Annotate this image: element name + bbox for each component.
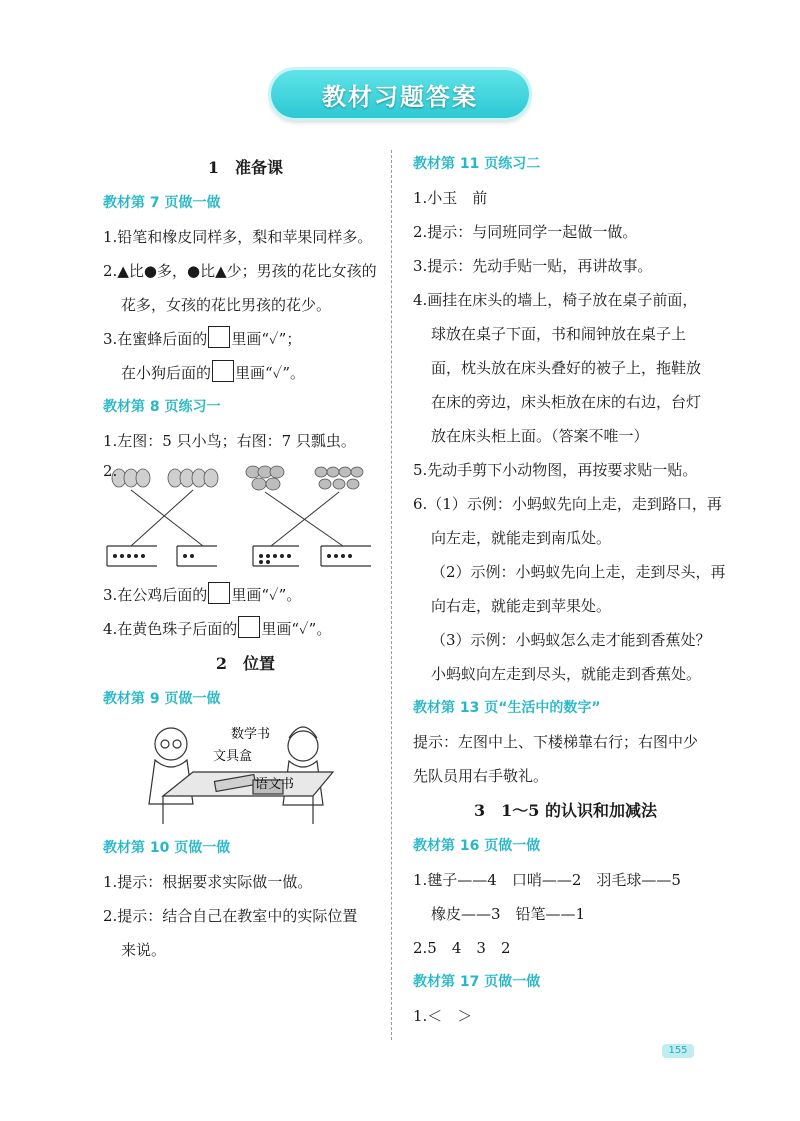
column-divider [391,150,392,1040]
answer-line: 放在床头柜上面。（答案不唯一） [431,427,649,445]
answer-line: 4.画挂在床头的墙上，椅子放在桌子前面， [413,291,698,309]
answer-fragment: 少；男孩的花比女孩的 [226,262,377,280]
girl-head-icon [288,731,318,761]
exercise-heading: 教材第 17 页做一做 [413,974,541,990]
section-title: 1 准备课 [207,158,284,177]
matching-figure [103,458,388,578]
exercise-heading: 教材第 13 页“生活中的数字” [413,700,601,716]
answer-line [103,612,388,646]
answer-line: 2. [103,462,118,480]
answer-line: 面，枕头放在床头叠好的被子上，拖鞋放 [431,359,702,377]
answer-fragment: 里画“✓”。 [235,364,306,382]
answer-line: 2.5 4 3 2 [413,939,511,957]
answer-fragment: 比 [128,262,144,280]
children-desk-illustration [103,716,388,831]
left-column [103,150,388,967]
answer-line: 1.铅笔和橡皮同样多，梨和苹果同样多。 [103,228,373,246]
answer-line: 3.提示：先动手贴一贴，再讲故事。 [413,257,653,275]
answer-line [103,578,388,612]
answer-line: 小蚂蚁向左走到尽头，就能走到香蕉处。 [431,665,702,683]
answer-line: 1.＜ ＞ [413,1007,473,1025]
math-book-label: 数学书 [231,727,271,742]
section-title: 2 位置 [215,654,276,673]
answer-line: 先队员用右手敬礼。 [413,767,549,785]
bead-dots [113,554,352,564]
answer-fragment: 里画“✓”。 [261,620,332,638]
answer-line: 来说。 [121,941,167,959]
answer-fragment: 3.在公鸡后面的 [103,586,208,604]
answer-line: 提示：左图中上、下楼梯靠右行；右图中少 [413,733,699,751]
answer-line: 橡皮——3 铅笔——1 [431,905,586,923]
answer-fragment: 里画“✓”。 [231,586,302,604]
matching-diagram [103,458,388,578]
answer-line: 2.▲比●多，●比▲少；男孩的花比女孩的 [103,262,377,280]
animal-group-icon [112,469,150,487]
exercise-heading: 教材第 11 页练习二 [413,156,541,172]
answer-line: 1.左图：5 只小鸟；右图：7 只瓢虫。 [103,432,356,450]
answer-line: 6.（1）示例：小蚂蚁先向上走，走到路口，再 [413,495,722,513]
circle-icon: ● [143,262,157,280]
answer-line: 球放在桌子下面，书和闹钟放在桌子上 [431,325,687,343]
circle-icon: ● [186,262,201,280]
answer-line: 5.先动手剪下小动物图，再按要求贴一贴。 [413,461,698,479]
answer-line: 2.提示：结合自己在教室中的实际位置 [103,907,358,925]
answer-fragment: 里画“✓”； [231,330,302,348]
matching-lines [131,490,343,546]
answer-line: 向右走，就能走到苹果处。 [431,597,612,615]
answer-line: 花多，女孩的花比男孩的花少。 [121,296,332,314]
classroom-figure [103,716,388,831]
answer-box [238,616,260,638]
answer-fragment: 比 [200,262,216,280]
exercise-heading: 教材第 10 页做一做 [103,840,231,856]
answer-line: 在床的旁边，床头柜放在床的右边，台灯 [431,393,702,411]
answer-line: 1.提示：根据要求实际做一做。 [103,873,313,891]
title-banner-text: 教材习题答案 [322,82,478,111]
exercise-heading: 教材第 16 页做一做 [413,838,541,854]
answer-fragment: 4.在黄色珠子后面的 [103,620,238,638]
answer-box [212,360,234,382]
chinese-book-label: 语文书 [255,777,295,792]
exercise-heading: 教材第 9 页做一做 [103,691,221,707]
section-title: 3 1～5 的认识和加减法 [474,801,657,820]
triangle-icon: ▲ [117,262,129,280]
answer-line: 1.小玉 前 [413,189,488,207]
answer-box [208,326,230,348]
answer-line: 向左走，就能走到南瓜处。 [431,529,612,547]
animal-group-icon [168,469,218,487]
boy-head-icon [155,728,187,760]
answer-box [208,582,230,604]
animal-group-icon [315,467,363,489]
answer-fragment: 多， [156,262,187,280]
right-column [413,147,726,1033]
answer-fragment: 在小狗后面的 [121,364,212,382]
exercise-heading: 教材第 7 页做一做 [103,195,221,211]
triangle-icon: ▲ [215,262,227,280]
exercise-heading: 教材第 8 页练习一 [103,399,221,415]
answer-line: 1.毽子——4 口哨——2 羽毛球——5 [413,871,681,889]
animal-group-icon [246,466,284,490]
answer-line: （2）示例：小蚂蚁先向上走，走到尽头，再 [431,563,726,581]
answer-line: （3）示例：小蚂蚁怎么走才能到香蕉处？ [431,631,711,649]
pencil-case-label: 文具盒 [213,749,253,764]
answer-line: 2.提示：与同班同学一起做一做。 [413,223,638,241]
answer-fragment: 3.在蜜蜂后面的 [103,330,208,348]
answer-line [103,356,388,390]
answer-line [103,322,388,356]
title-banner [271,70,529,118]
page-number: 155 [662,1044,694,1058]
